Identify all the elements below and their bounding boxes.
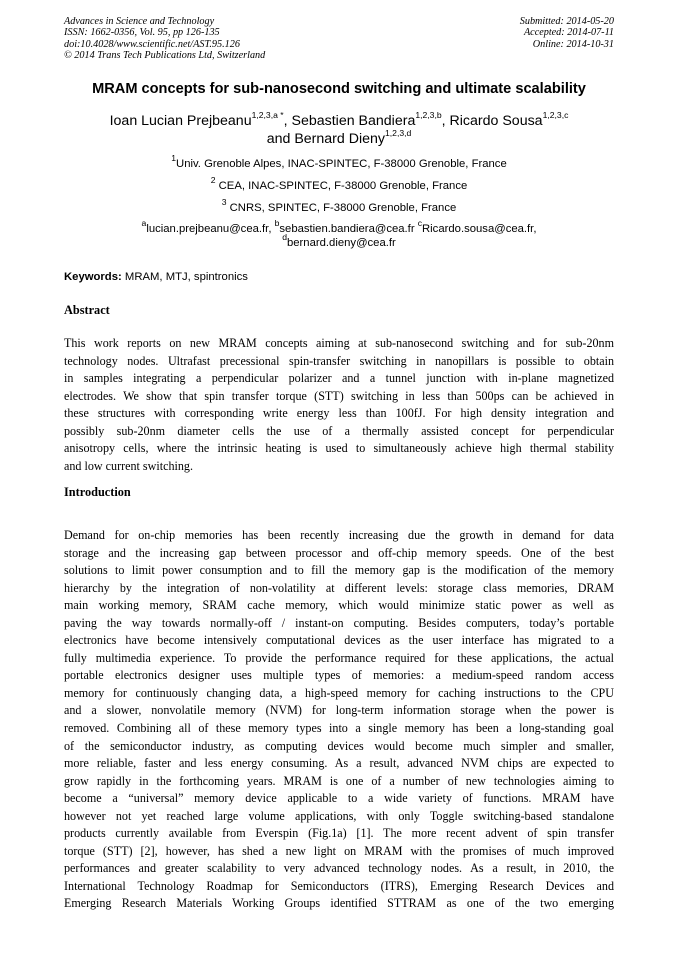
text-line: This work reports on new MRAM concepts aiming at sub-nanosecond switching and for sub-20nm [64,336,614,350]
text-line: Emerging Research Materials Working Groups identified STTRAM as one of the two emerging [64,896,614,911]
text-line: anisotropy cells, where the intrinsic heating is used to simultaneously achieve high thermal stability [64,441,614,456]
author-sep: , [441,113,450,129]
abstract-text [64,335,614,475]
text-line: paving the way towards normally-off / instant-on computing. Besides computers, today’s portable [64,615,614,630]
dates-info [394,16,614,50]
text-line: solutions to limit power consumption and to fill the memory gap is the modification of the memory [64,563,614,578]
text-line: and a slower, nonvolatile memory (NVM) for long-term information storage when the power is [64,703,614,718]
text-line: more reliable, faster and less energy consuming. As a result, advanced NVM chips are expected to [64,756,614,771]
author-affil: 1,2,3,a * [251,110,284,121]
author-name: Ricardo Sousa [449,113,543,129]
affiliation-1 [40,153,638,171]
email: sebastien.bandiera@cea.fr [279,223,418,235]
submitted-date: Submitted: 2014-05-20 [519,16,614,27]
text-line: fully multimedia experience. To provide the performance required for these applications, the actual [64,650,614,665]
emails-line-1 [40,218,638,236]
accepted-date: Accepted: 2014-07-11 [523,27,614,39]
text-line: performances and greater scalability to very advanced technology nodes. As a result, in 2010, the [64,861,614,876]
email: lucian.prejbeanu@cea.fr, [146,223,275,235]
keywords [64,271,248,283]
emails-line-2 [40,232,638,250]
email-letter: b [274,218,280,229]
text-line: possibly sub-20nm diameter cells the use of a thermally assisted concept for perpendicular [64,423,614,438]
email: Ricardo.sousa@cea.fr, [422,223,537,235]
affiliation-text: CNRS, SPINTEC, F-38000 Grenoble, France [226,202,457,214]
paper-title: MRAM concepts for sub-nanosecond switching and ultimate scalability [92,81,586,97]
email-letter: a [141,218,147,229]
author-name: Ioan Lucian Prejbeanu [109,113,252,129]
author-name: and Bernard Dieny [266,131,386,147]
text-line: International Technology Roadmap for Semiconductors (ITRS), Emerging Research Devices and [64,878,614,893]
introduction-heading: Introduction [64,485,131,499]
text-line: main working memory, SRAM cache memory, which would minimize static power as well as [64,598,614,613]
keywords-label: Keywords: [64,271,122,283]
text-line: products currently available from Everspin (Fig.1a) [1]. The more recent advent of spin transfer [64,826,614,841]
doi: doi:10.4028/www.scientific.net/AST.95.126 [64,38,240,50]
introduction-text [64,527,614,913]
text-line: these structures with corresponding write energy less than 100fJ. For high density integration and [64,406,614,421]
text-line: in samples integrating a perpendicular polarizer and a tunnel junction with in-plane magnetized [64,371,614,386]
affiliation-number: 3 [221,197,227,208]
text-line: portable electronics designer uses multiple types of memories: a medium-speed random access [64,668,614,683]
affiliation-text: Univ. Grenoble Alpes, INAC-SPINTEC, F-38000 Grenoble, France [176,158,507,170]
text-line: storage and the increasing gap between processor and off-chip memory speeds. One of the best [64,545,614,560]
email: bernard.dieny@cea.fr [286,237,396,249]
affiliation-number: 2 [210,175,216,186]
keywords-text: MRAM, MTJ, spintronics [121,271,248,283]
affiliation-number: 1 [171,153,177,164]
affiliation-3 [40,197,638,215]
author-affil: 1,2,3,b [415,110,442,121]
text-line: memory for continuously changing data, a high-speed memory for caching instructions to the CPU [64,685,614,700]
issn: ISSN: 1662-0356, Vol. 95, pp 126-135 [64,27,220,39]
text-line: electronics have become intensively computational devices as the user interface has migrated to a [64,633,614,648]
journal-name: Advances in Science and Technology [64,16,215,27]
authors-line-1 [40,112,638,130]
email-letter: d [282,232,287,243]
text-line: torque (STT) [2], however, has shed a new light on MRAM with the promises of much improved [64,843,614,858]
text-line: grow rapidly in the forthcoming years. MRAM is one of a number of new technologies aiming to [64,773,614,788]
author-affil: 1,2,3,c [542,110,569,121]
text-line: of the semiconductor industry, as computing devices would become much simpler and smaller, [64,738,614,753]
text-line: electrodes. We show that spin transfer torque (STT) switching in less than 500ps can be achieved in [64,388,614,403]
email-letter: c [417,218,423,229]
author-sep: , [283,113,292,129]
copyright: © 2014 Trans Tech Publications Ltd, Switzerland [64,50,266,62]
text-line: removed. Combining all of these memory types into a single memory has been a long-standing goal [64,721,614,736]
text-line: however not yet reached large volume applications, with only Toggle switching-based standalone [64,808,614,823]
authors [40,112,638,148]
text-line: become a “universal” memory device applicable to a wide variety of functions. MRAM have [64,791,614,806]
text-line: hierarchy by the integration of non-volatility at different levels: storage class memories, DRAM [64,580,614,595]
text-line: technology nodes. Ultrafast precessional spin-transfer switching in nanopillars is possible to obtain [64,353,614,368]
author-affil: 1,2,3,d [385,128,412,139]
affiliation-text: CEA, INAC-SPINTEC, F-38000 Grenoble, France [215,180,468,192]
author-name: Sebastien Bandiera [291,113,416,129]
text-line: Demand for on-chip memories has been recently increasing due the growth in demand for data [64,528,614,542]
abstract-heading: Abstract [64,303,110,317]
authors-line-2 [40,130,638,148]
journal-info [64,16,364,62]
online-date: Online: 2014-10-31 [532,38,614,50]
text-line: and low current switching. [64,458,193,473]
affiliation-2 [40,175,638,193]
